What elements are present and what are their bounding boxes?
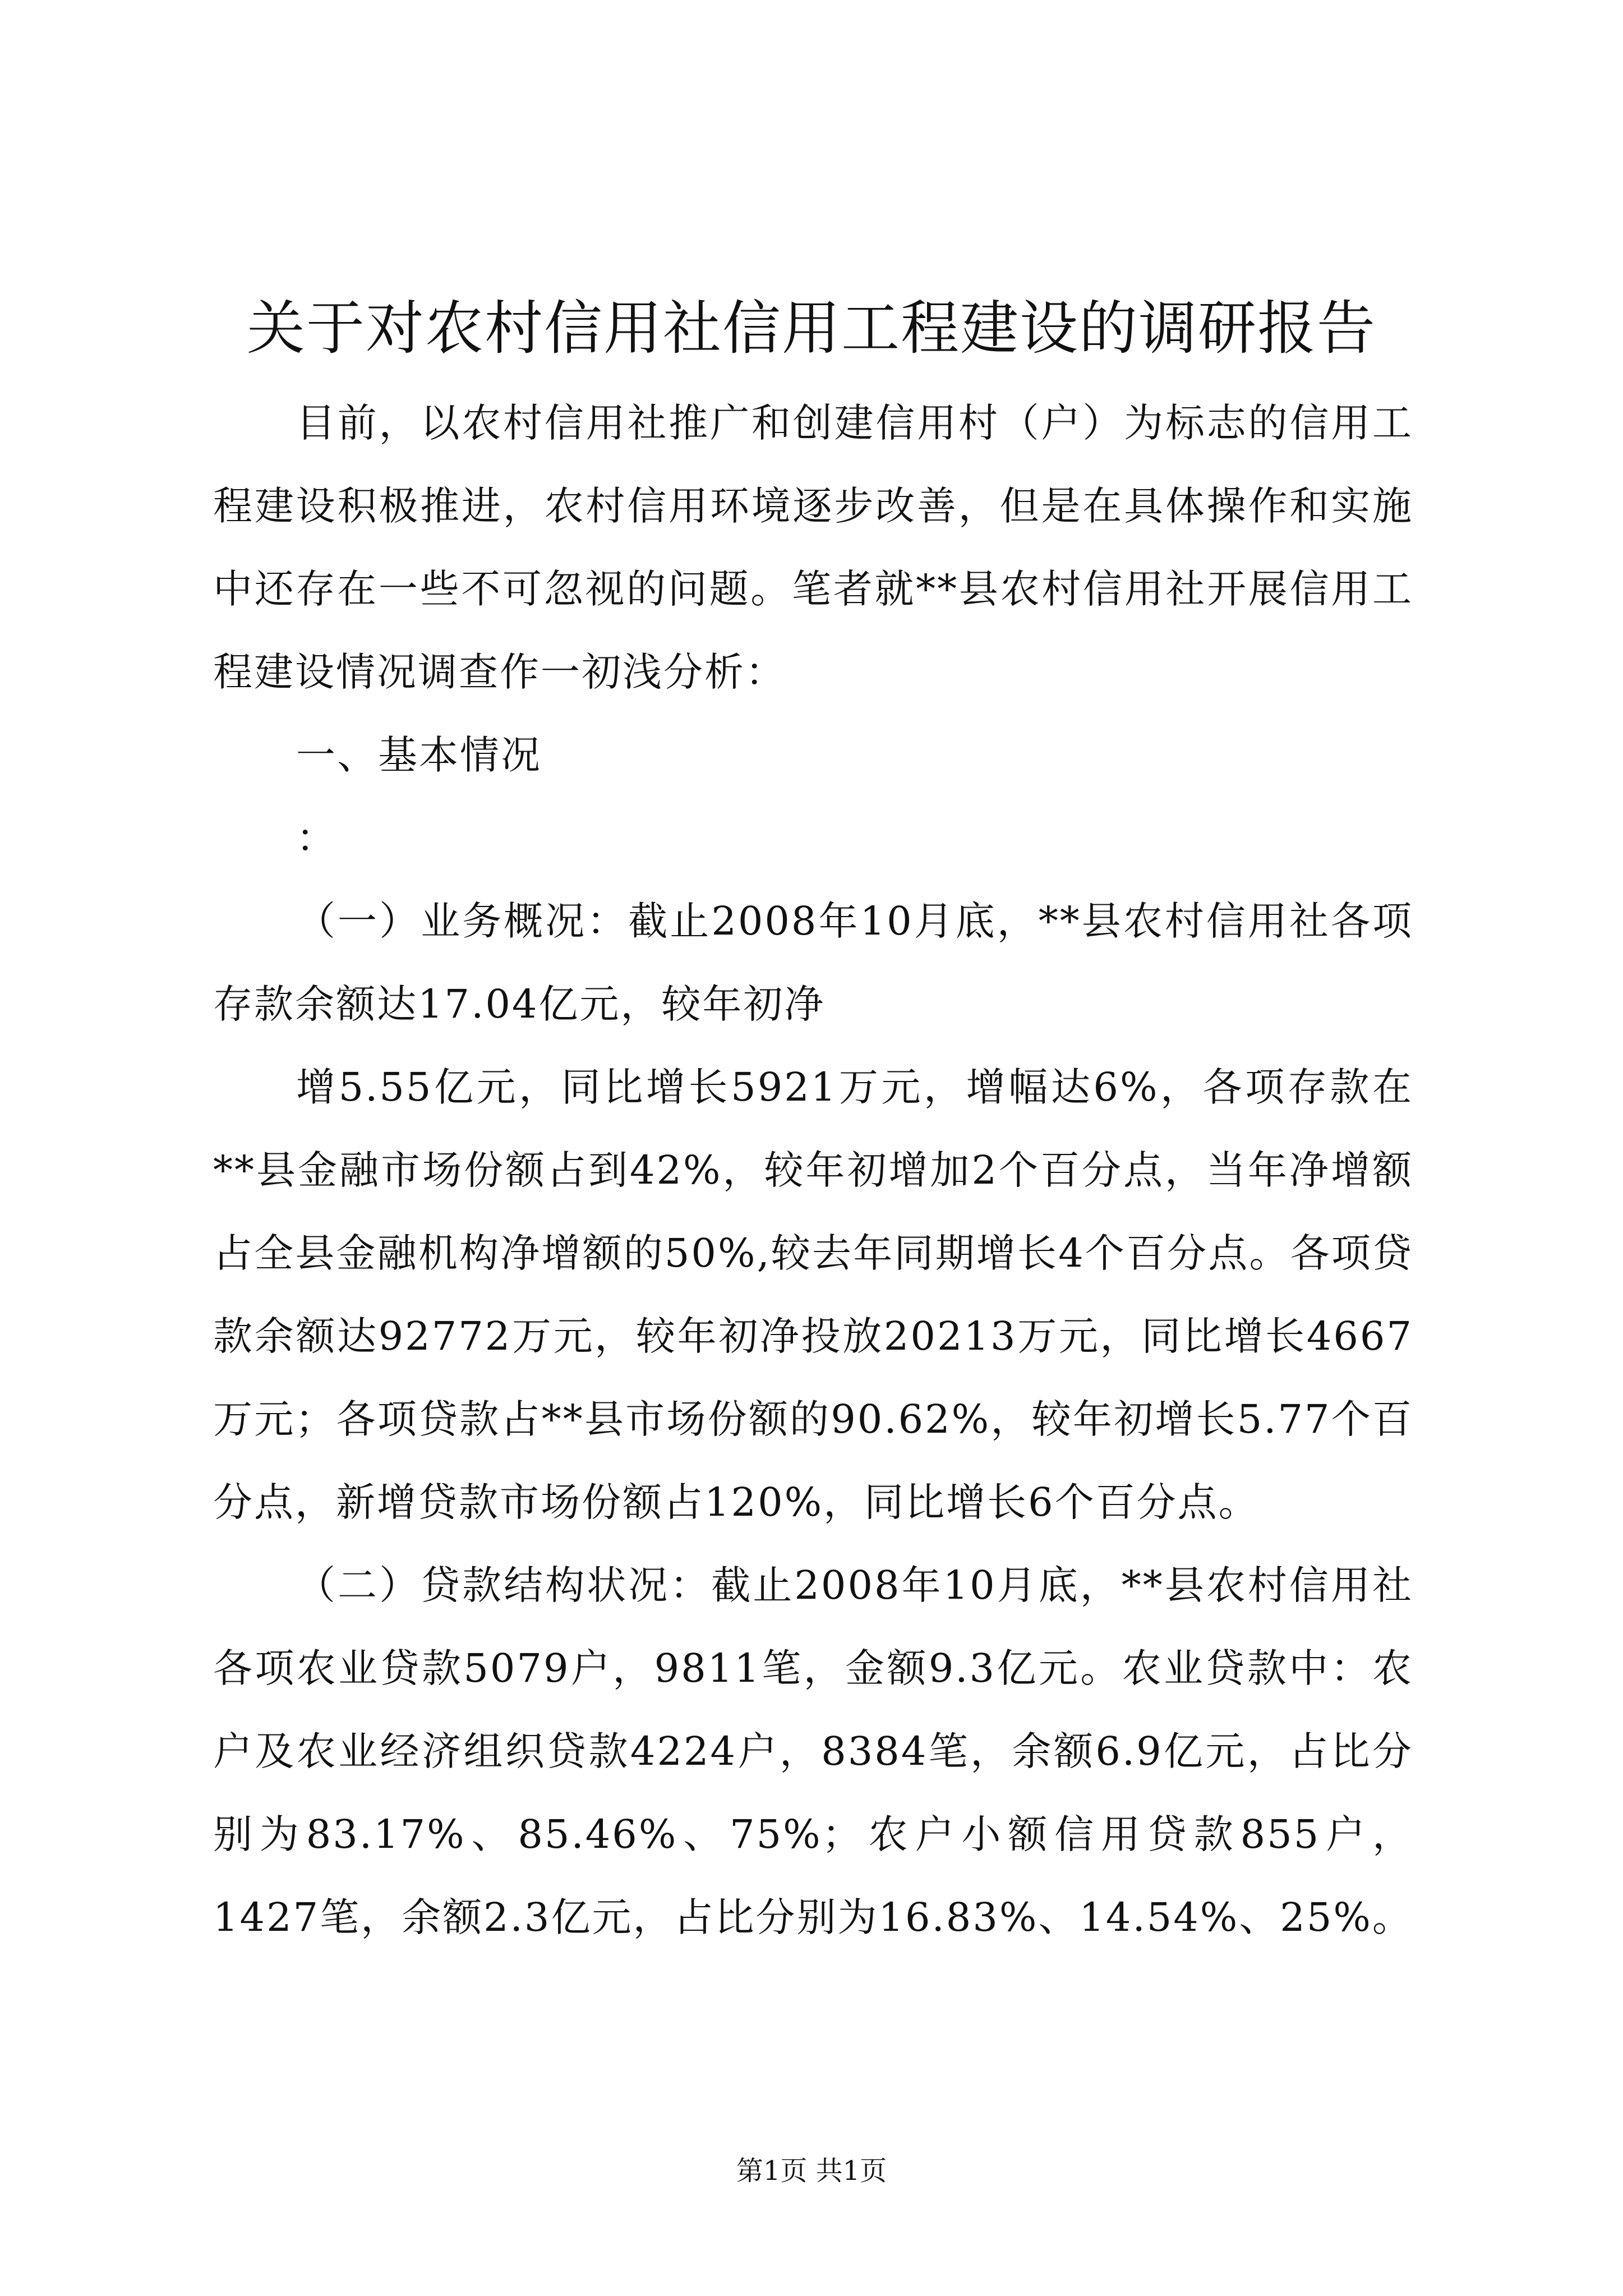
document-body: [213, 381, 1413, 1959]
page-footer: 第1页 共1页: [736, 2155, 887, 2187]
paragraph-colon: ：: [296, 815, 337, 861]
section-heading-basic: 一、基本情况: [296, 732, 542, 778]
paragraph-business-overview: （一）业务概况：截止2008年10月底，**县农村信用社各项存款余额达17.04亿元，较年初净: [213, 898, 1413, 1027]
paragraph-business-continued: 增5.55亿元，同比增长5921万元，增幅达6%，各项存款在**县金融市场份额占到42%，较年初增加2个百分点，当年净增额占全县金融机构净增额的50%,较去年同期增长4个百分点。各项贷款余额达92772万元，较年初净投放20213万元，同比增长4667万元；各项贷款占**县市场份额的90.62%，较年初增长5.77个百分点，新增贷款市场份额占120%，同比增长6个百分点。: [213, 1064, 1413, 1525]
paragraph-loan-structure: （二）贷款结构状况：截止2008年10月底，**县农村信用社各项农业贷款5079户，9811笔，金额9.3亿元。农业贷款中：农户及农业经济组织贷款4224户，8384笔，余额6.9亿元，占比分别为83.17%、85.46%、75%；农户小额信用贷款855户，1427笔，余额2.3亿元，占比分别为16.83%、14.54%、25%。: [213, 1562, 1413, 1940]
document-title: 关于对农村信用社信用工程建设的调研报告: [246, 294, 1376, 362]
paragraph-intro: 目前，以农村信用社推广和创建信用村（户）为标志的信用工程建设积极推进，农村信用环境逐步改善，但是在具体操作和实施中还存在一些不可忽视的问题。笔者就**县农村信用社开展信用工程建设情况调查作一初浅分析：: [213, 400, 1413, 695]
